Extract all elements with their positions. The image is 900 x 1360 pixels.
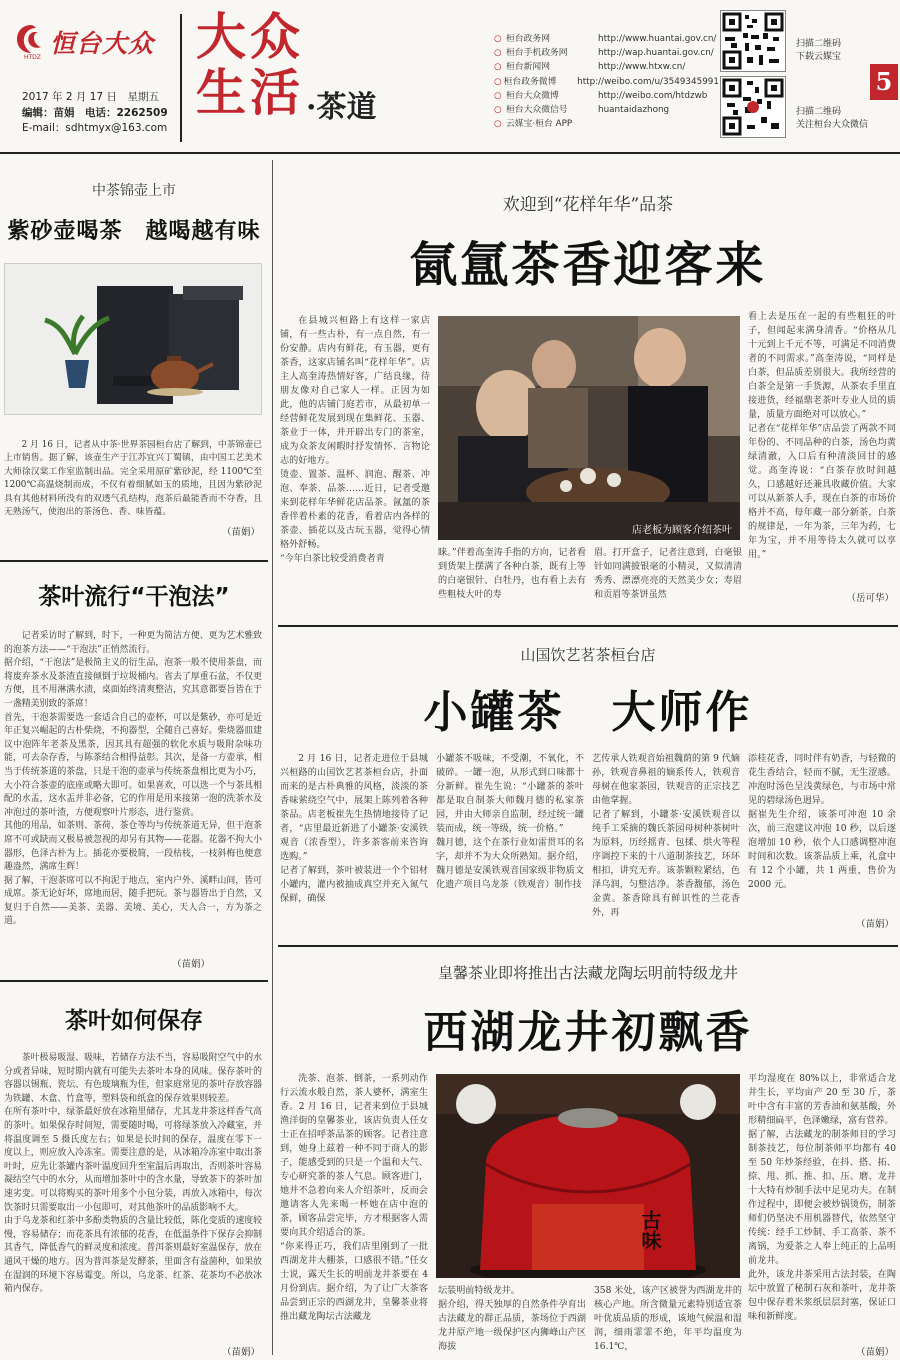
article-kicker: 欢迎到“花样年华”品茶 [502,195,674,215]
editor-line: 编辑：苗娟 电话：2262509 [22,106,168,119]
page-number: 5 [875,67,893,96]
article-kicker: 山国饮艺茗茶桓台店 [520,646,656,664]
article-title: 茶叶如何保存 [65,1008,203,1034]
article-byline: （苗娟） [221,527,260,538]
article-kicker: 中茶锦壶上市 [92,183,176,199]
article-body-col4: 添桂花香，同时伴有奶香，与轻微的花生香结合，轻而不腻，无生涩感。冲泡时汤色呈浅黄绿色，与市场中常见的碧绿汤色迥异。 据崔先生介绍，该茶可冲泡 10 余次，前三泡建议冲泡 10 秒，以后逐泡增加 10 秒，依个人口感调整冲泡时间和次数。该茶品质上乘，礼盒中有 12 个小罐，共 1 两重，售价为 2000 元。 [748,754,896,890]
jar-label-text: 古味 [638,1210,662,1250]
newspaper-logo [14,20,174,60]
link-row[interactable]: ○ 桓台新闻网 http://www.htxw.cn/ [494,62,686,73]
logo-sub: HTDZ [24,54,41,61]
article-body-col2: 小罐茶不吸味，不受潮，不氧化，不破碎。一罐一泡，从形式到口味都十分新鲜。崔先生说：“小罐茶的茶叶都是取自制茶大师魏月德的私家茶园，并由大师亲自监制，经过统一罐装而成，统一等级，统一价格。” 魏月德，这个在茶行业如雷贯耳的名字，却并不为大众所熟知。据介绍，魏月德是安溪铁观音国家级非物质文化遗产项目乌龙茶（铁观音）制作技 [436,754,584,890]
article-body-col1: 洗茶、泡茶、倒茶，一系列动作行云流水般自然，茶人婆杯，满室生香。2 月 16 日，记者来到位于县城渔洋街的皇馨茶业，该店负责人任女士正在招呼茶品茶的顾客。记者注意到，她身上兹着一种不同于商人的影子，能感受到的只是一个温和大气、专心研究茶的茶人气息。顾客进门，她并不急着向来人介绍茶叶，反而会邀请客人先来喝一杯她在店中泡的茶，顾客品尝完毕，方才根据客人需要向其介绍适合的茶。 “你来得正巧，我们店里刚到了一批西湖龙井大棚茶，口感很不错。”任女士说，露天生长的明前龙井茶要在 4 月份到店。据介绍，为了让广大茶客品尝到正宗的西湖龙井，皇馨茶业将推出藏龙陶坛古法藏龙 [280,1074,428,1322]
qr-code-icon[interactable] [720,10,786,72]
article-zisha-teapot [0,160,268,555]
article-byline: （苗娟） [855,919,894,930]
article-small-can-tea [278,630,898,940]
article-body-col3: 眉。打开盒子，记者注意到，白毫银针如同满披银毫的小精灵，又似清清秀秀、漂漂亮亮的天然美少女；寿眉和贡眉等茶饼虽然 [594,548,742,600]
qr-code-icon[interactable] [720,76,786,138]
article-byline: （苗娟） [171,959,210,970]
section-subtitle: ·茶道 [306,90,377,125]
article-body: 2 月 16 日，记者从中茶·世界茶园桓台店了解到，中茶锦壶已上市销售。据了解，该壶生产于江苏宜兴丁蜀镇，由中国工艺美术大师徐汉棠工作室监制出品。完全采用原矿紫砂泥，经 1100℃至 1200℃高温烧制而成，不仅有着细腻如玉的质地，且因为紫砂泥具有其他材料所没有的双透气孔结构，泡茶后最能香而不夺香，且无熟汤气，使泡出的茶汤色、香、味皆蕴。 [4,440,262,518]
section-title-line2: 生活 [196,64,304,122]
qr2-caption1: 扫描二维码 [796,107,842,117]
article-title: 茶叶流行“干泡法” [38,584,230,610]
issue-date: 2017 年 2 月 17 日 星期五 [22,91,159,103]
article-byline: （岳可华） [846,593,894,604]
email-line: E-mail：sdhtmyx@163.com [22,122,168,134]
article-body-col4: 看上去是压在一起的有些粗狂的叶子，但闻起来满身清香。“价格从几十元到上千元不等，可满足不同消费者的不同需求。”高奎涛说，“同样是白茶，但品质差别很大。我所经营的白茶全是第一手货源，从茶农手里直接进货，经福鼎老茶叶专业人员的质量，质量方面绝对可以放心。” 记者在“花样年华”店品尝了两款不同年份的、不同品种的白茶，汤色均黄绿清澈，入口后有种清淡回甘的感觉。高奎涛说：“白茶存放时间越久，口感越好还兼具收藏价值。大家可以从新茶人手，现在白茶的市场价格并不高，每年藏一部分新茶，白茶的规律是，一年为茶，三年为药，七年为宝，并不用等待太久就可以享用。” [748,312,896,560]
logo-swirl-icon [14,22,48,56]
article-title: 氤氲茶香迎客来 [409,237,767,293]
section-title-line1: 大众 [196,8,304,66]
article-byline: （苗娟） [221,1347,260,1358]
article-body-col3: 358 米处，该产区被誉为西湖龙井的核心产地。所含微量元素特别适宜茶叶优质品质的形成，该地气候温和湿润，细雨霏霏不绝，年平均温度为 16.1℃， [594,1286,742,1352]
article-body-col4: 平均湿度在 80%以上，非常适合龙井生长，平均亩产 20 至 30 斤，茶叶中含有丰富的芳香油和氨基酸，外形精细扁平，色泽嫩绿，富有营养。 据了解，古法藏龙的制茶师目的学习制茶技艺，每位制茶师平均都有 40 至 50 年炒茶经验，在抖、搭、拓、捺、甩、抓、推、扣、压、磨、龙井十大特有炒制手法中足见功夫。在制作过程中，即便会被炒锅烫伤，制茶师们仍坚决不用机器替代，依然坚守传统：经手工炒制、手工高茶、茶不离锅，为爱茶之人奉上纯正的上品明前龙井。 此外，该龙井茶采用古法封装，在陶坛中放置了秘制石灰和茶叶，龙井茶包中保存着米浆纸层层封塞，保证口味和新鲜度。 [748,1074,896,1322]
link-row[interactable]: ○ 桓台政务网 http://www.huantai.gov.cn/ [494,34,717,44]
article-byline: （苗娟） [855,1347,894,1358]
longjing-jar-photo [436,1074,740,1278]
article-title: 紫砂壶喝茶 越喝越有味 [7,219,261,244]
article-body: 茶叶极易吸湿、吸味，若储存方法不当，容易吸附空气中的水分或者异味，短时期内就有可能失去茶叶本身的风味。保存茶叶的容器以锡瓶、瓷坛、有色玻璃瓶为佳，但家庭常见的茶叶存放容器为铁罐、木盒、竹盒等，塑料袋和纸盒的保存效果则较差。 在所有茶叶中，绿茶最好放在冰箱里储存，尤其龙井茶这样香气高的茶叶。如果保存时间短，需要随时喝，可将绿茶放入冷藏室，并将温度调至 5 摄氏度左右；如果是长时间的保存，温度在零下一度以上，则应放入冷冻室。需要注意的是，从冰箱冷冻室中取出茶叶时，应先让茶罐内茶叶温度回升至室温后再取出，否则茶叶容易凝结空气中的水分，从而增加茶叶中的含水量，导致茶下的茶叶加速劣变。可以将购买的茶叶用多个小包分装，再放入冰箱中，每次饮茶时只需要取出一小包即可，对其他茶叶的品质影响不大。 由于乌龙茶和红茶中多酚类物质的含量比较低，陈化变质的速度较慢，容易储存；而花茶具有浓郁的花香，在低温条件下保存会抑制其香气，降低香气的鲜灵度和浓度。普洱茶则最好室温保存，放在通风干燥的地方。因为普洱茶是发酵茶，里面含有益菌种，如果放在湿润的环境下容易霉变。所以，乌龙茶、红茶、花茶均不必放冰箱内保存。 [4,1053,262,1295]
link-row[interactable]: ○ 桓台政务微博 http://weibo.com/u/3549345991 [494,76,719,87]
photo-caption: 店老板为顾客介绍茶叶 [632,525,732,536]
article-body-col2: 坛装明前特级龙井。 据介绍，得天独厚的自然条件孕育出古法藏龙的群正品质，茶场位于西湖龙井原产地一级保护区内狮峰山产区海拔 [438,1286,586,1352]
qr1-caption1: 扫描二维码 [796,39,842,49]
page-number-badge [870,64,898,100]
article-title: 小罐茶 大师作 [423,687,753,738]
article-tea-storage [0,980,268,1360]
masthead [0,0,900,150]
link-row[interactable]: ○ 云媒宝·桓台 APP [494,119,573,130]
article-body: 记者采访时了解到，时下，一种更为简洁方便、更为艺术雅致的泡茶方法——“干泡法”正悄然流行。 据介绍，“干泡法”是极简主义的衍生品，泡茶一般不使用茶盘，而将废弃茶水及茶渣直接倾倒于垃圾桶内。省去了厚重石盆，不仅更方便，且不用淋满水渍，桌面始终清爽整洁，究其意都要旨皆在于一盏精美别致的茶席！ 首先，干泡茶需要选一套适合自己的壶杯，可以是紫砂，亦可是近年正复兴崛起的古朴柴烧，不拘器型，全随自己喜好。柴烧器皿建议中泡阵年老茶及黑茶，因其具有超强的软化水质与吸附杂味功能，可去杂存香，与陈茶结合相得益彰。其次，是备一方壶承，相当于传统茶道的茶盘，只是干泡的壶承与传统茶盘相比更为小巧，大小符合茶壶的底座或略大即可。如果喜欢，可以选一个与茶具相配的水盂，这水盂并非必备，它的作用是用来接第一泡的洗茶水及冲泡过的茶叶渣，方便观察叶片形态，进行鉴赏。 其他的用品，如茶则、茶荷、茶仓等均与传统茶道无异，但干泡茶席不可或缺而又极易被忽视的却另有其物——花器。花器不拘大小器形，色泽古朴为上。插花亦要极简，一段枯枝，一枝斜梅也便意趣盎然，满席生辉！ 据了解，干泡茶席可以不拘泥于地点，室内户外、溪畔山间，皆可成席。茶无论好坏，席地而居，随手把玩。茶与器皆出于自然，又复归于自然——美茶、美器、美境、美心，天人合一，方为茶之道。 [4,631,262,927]
link-list [494,32,719,131]
link-row[interactable]: ○ 桓台大众微信号 huantaidazhong [494,105,670,116]
shop-owner-photo [438,316,740,540]
qr1-caption2: 下载云媒宝 [796,52,842,62]
qr2-caption2: 关注桓台大众微信 [796,120,869,130]
teapot-photo [4,263,262,415]
section-title [196,10,304,122]
article-title: 西湖龙井初飘香 [423,1007,753,1058]
article-west-lake-longjing [278,950,898,1360]
link-row[interactable]: ○ 桓台大众微博 http://weibo.com/htdzwb [494,90,708,101]
article-body-col1: 在县城兴桓路上有这样一家店铺，有一些古朴，有一点自然，有一份安静。店内有鲜花，有玉器，更有茶香，这家店铺名叫“花样年华”。店主人高奎涛热情好客，广结良缘，待朋友像对自己家人一样。正因为如此，他的店铺门庭若市，从最初单一经营鲜花发展到现在集鲜花、玉器、茶业于一体，并开辟出专门的茶室，成为众茶友闲暇时抒发情怀、言物论志的好地方。 烫壶、置茶、温杯、润泡、醒茶、冲泡、奉茶、品茶……近日，记者受邀来到花样年华鲜花店品茶。氤氲的茶香伴着朴素的花香，看着店内各样的茶壶、插花以及古玩玉器，觉得心情格外舒畅。 “今年白茶比较受消费者青 [280,316,430,564]
article-kicker: 皇馨茶业即将推出古法藏龙陶坛明前特级龙井 [437,964,738,982]
logo-text: 恒台大众 [50,29,155,58]
link-row[interactable]: ○ 桓台手机政务网 http://wap.huantai.gov.cn/ [494,48,714,59]
article-body-col1: 2 月 16 日，记者走进位于县城兴桓路的山国饮艺茗茶桓台店，扑面而来的是古朴典雅的风格，淡淡的茶香味萦绕空气中，展架上陈列着各种茶品。店老板崔先生热情地接待了记者，“店里最近新进了小罐茶·安溪铁观音（浓香型），许多茶客前来咨询选购。” 记者了解到，茶叶被装进一个个铝材小罐内，灌内被抽成真空并充入氮气保鲜，确保 [280,754,428,904]
article-dry-brewing [0,560,268,970]
article-body-col2: 睐。”伴着高奎涛手指的方向，记者看到货架上摆满了各种白茶，既有上等的白毫银针、白牡丹，也有看上去有些粗枝大叶的寿 [438,548,586,600]
article-flower-tea-shop [278,160,898,620]
article-body-col3: 艺传承人铁观音始祖魏荫的第 9 代嫡孙，铁观音鼻祖的嫡系传人，铁观音母树在他家茶园，铁观音的正宗技艺由他掌握。 记者了解到，小罐茶·安溪铁观音以纯手工采摘的魏氏茶园母树种茶树叶为原料，历经摇青、包揉、烘火等程序调控下来的十八道制茶技艺，环环相扣，讲究无弃。该茶颗粒紧结，色泽乌润，匀整洁净。茶香馥郁，汤色金黄。茶香除具有鲜识性的兰花香外，再 [592,754,740,918]
